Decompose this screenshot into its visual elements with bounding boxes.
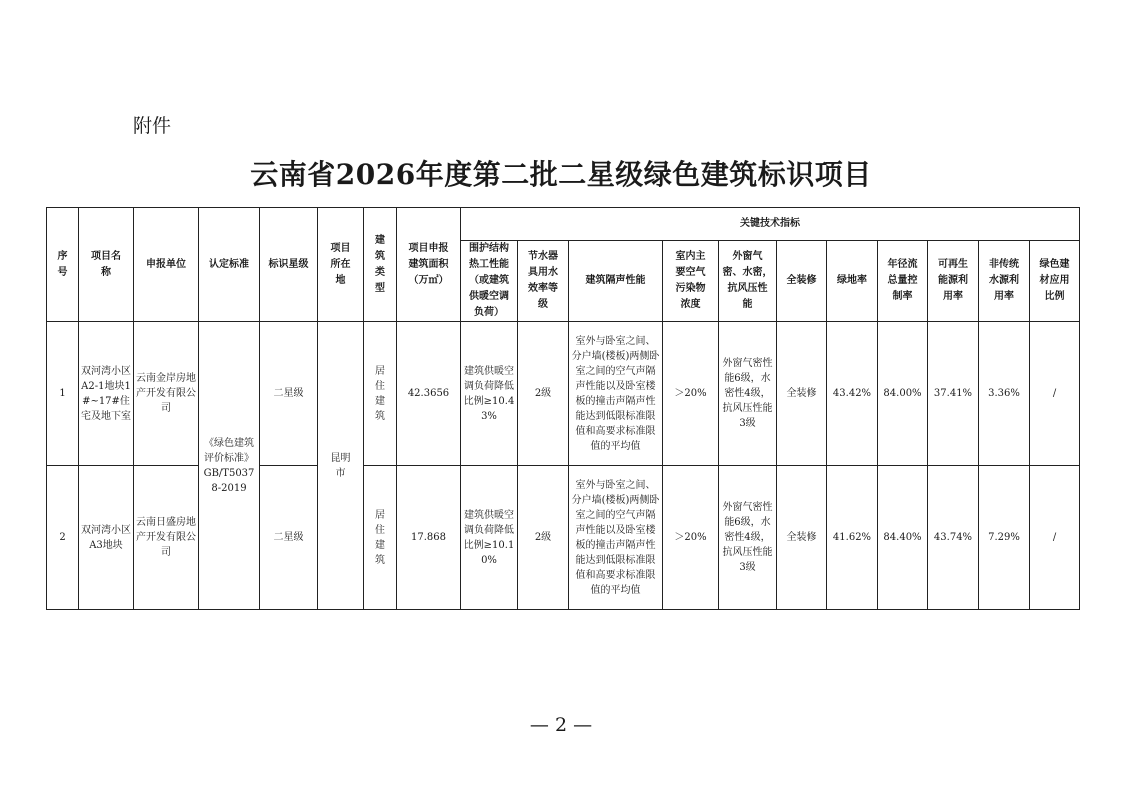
cell-window-perf: 外窗气密性能6级，水密性4级，抗风压性能3级	[719, 466, 777, 610]
cell-indoor-pollutant: ＞20%	[663, 466, 719, 610]
cell-project-name: 双河湾小区A3地块	[79, 466, 134, 610]
cell-area: 17.868	[397, 466, 461, 610]
cell-applicant: 云南日盛房地产开发有限公司	[134, 466, 199, 610]
page-number: — 2 —	[529, 714, 593, 736]
header-envelope-perf: 围护结构 热工性能 （或建筑 供暖空调 负荷）	[461, 241, 518, 322]
cell-seq: 1	[47, 322, 79, 466]
cell-seq: 2	[47, 466, 79, 610]
cell-project-name: 双河湾小区A2-1地块1#~17#住宅及地下室	[79, 322, 134, 466]
header-green-materials: 绿色建 材应用 比例	[1030, 241, 1080, 322]
cell-green-ratio: 41.62%	[827, 466, 878, 610]
header-green-ratio: 绿地率	[827, 241, 878, 322]
header-row-top	[47, 208, 1080, 241]
cell-location-shared: 昆明 市	[318, 322, 364, 610]
cell-green-materials: /	[1030, 322, 1080, 466]
cell-green-ratio: 43.42%	[827, 322, 878, 466]
header-water-efficiency: 节水器 具用水 效率等 级	[518, 241, 569, 322]
cell-runoff-control: 84.00%	[878, 322, 928, 466]
header-standard: 认定标准	[199, 208, 260, 322]
cell-water-efficiency: 2级	[518, 466, 569, 610]
cell-envelope-perf: 建筑供暖空调负荷降低比例≥10.43%	[461, 322, 518, 466]
header-seq: 序 号	[47, 208, 79, 322]
header-area: 项目申报 建筑面积 （万㎡）	[397, 208, 461, 322]
cell-full-decoration: 全装修	[777, 466, 827, 610]
header-applicant: 申报单位	[134, 208, 199, 322]
cell-star-level: 二星级	[260, 322, 318, 466]
cell-building-type: 居 住 建 筑	[364, 322, 397, 466]
header-window-perf: 外窗气 密、水密， 抗风压性 能	[719, 241, 777, 322]
cell-indoor-pollutant: ＞20%	[663, 322, 719, 466]
cell-renewable-energy: 37.41%	[928, 322, 979, 466]
cell-nontraditional-water: 3.36%	[979, 322, 1030, 466]
projects-table	[46, 207, 1080, 610]
document-title: 云南省2026年度第二批二星级绿色建筑标识项目	[250, 158, 872, 191]
cell-sound-insulation: 室外与卧室之间、分户墙(楼板)两侧卧室之间的空气声隔声性能以及卧室楼板的撞击声隔声性能达到低限标准限值和高要求标准限值的平均值	[569, 322, 663, 466]
cell-water-efficiency: 2级	[518, 322, 569, 466]
header-star-level: 标识星级	[260, 208, 318, 322]
header-sound-insulation: 建筑隔声性能	[569, 241, 663, 322]
header-location: 项目 所在 地	[318, 208, 364, 322]
header-runoff-control: 年径流 总量控 制率	[878, 241, 928, 322]
header-renewable-energy: 可再生 能源利 用率	[928, 241, 979, 322]
table-row	[47, 322, 1080, 466]
cell-renewable-energy: 43.74%	[928, 466, 979, 610]
header-full-decoration: 全装修	[777, 241, 827, 322]
cell-nontraditional-water: 7.29%	[979, 466, 1030, 610]
cell-runoff-control: 84.40%	[878, 466, 928, 610]
cell-envelope-perf: 建筑供暖空调负荷降低比例≥10.10%	[461, 466, 518, 610]
cell-full-decoration: 全装修	[777, 322, 827, 466]
header-building-type: 建 筑 类 型	[364, 208, 397, 322]
cell-green-materials: /	[1030, 466, 1080, 610]
cell-building-type: 居 住 建 筑	[364, 466, 397, 610]
header-nontraditional-water: 非传统 水源利 用率	[979, 241, 1030, 322]
cell-star-level: 二星级	[260, 466, 318, 610]
header-key-indicators: 关键技术指标	[461, 208, 1080, 241]
cell-applicant: 云南金岸房地产开发有限公司	[134, 322, 199, 466]
cell-area: 42.3656	[397, 322, 461, 466]
cell-window-perf: 外窗气密性能6级，水密性4级，抗风压性能3级	[719, 322, 777, 466]
cell-sound-insulation: 室外与卧室之间、分户墙(楼板)两侧卧室之间的空气声隔声性能以及卧室楼板的撞击声隔声性能达到低限标准限值和高要求标准限值的平均值	[569, 466, 663, 610]
attachment-label: 附件	[133, 115, 172, 137]
header-indoor-pollutant: 室内主 要空气 污染物 浓度	[663, 241, 719, 322]
header-project-name: 项目名 称	[79, 208, 134, 322]
cell-standard-shared: 《绿色建筑评价标准》 GB/T50378-2019	[199, 322, 260, 610]
